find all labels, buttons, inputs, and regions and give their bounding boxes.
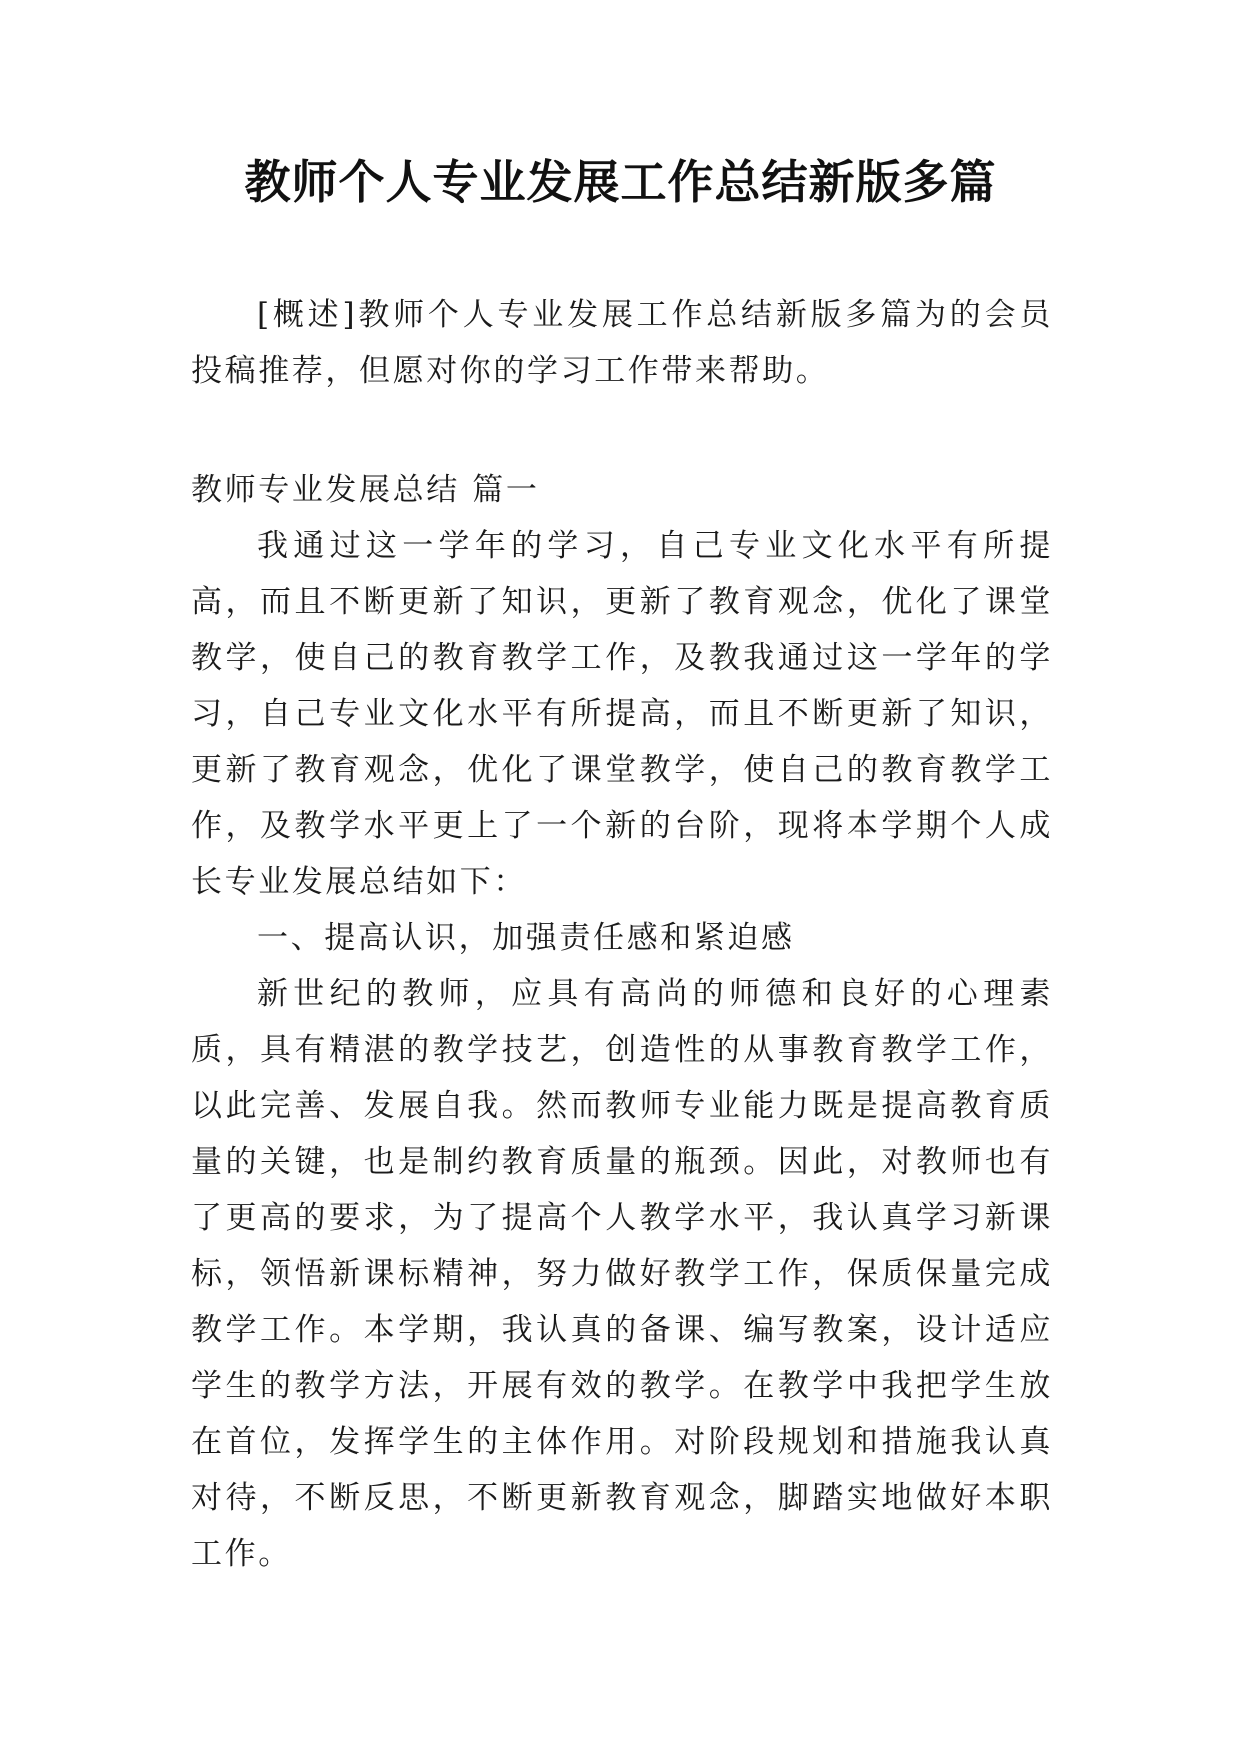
section-heading: 教师专业发展总结 篇一 — [191, 472, 540, 508]
sub-heading-1: 一、提高认识，加强责任感和紧迫感 — [257, 920, 795, 956]
document-title: 教师个人专业发展工作总结新版多篇 — [244, 155, 997, 209]
body-paragraph-2: 新世纪的教师，应具有高尚的师德和良好的心理素质，具有精湛的教学技艺，创造性的从事教育教学工作，以此完善、发展自我。然而教师专业能力既是提高教育质量的关键，也是制约教育质量的瓶颈。因此，对教师也有了更高的要求，为了提高个人教学水平，我认真学习新课标，领悟新课标精神，努力做好教学工作，保质保量完成教学工作。本学期，我认真的备课、编写教案，设计适应学生的教学方法，开展有效的教学。在教学中我把学生放在首位，发挥学生的主体作用。对阶段规划和措施我认真对待，不断反思，不断更新教育观念，脚踏实地做好本职工作。 — [191, 976, 1053, 1572]
summary-paragraph: [概述]教师个人专业发展工作总结新版多篇为的会员投稿推荐，但愿对你的学习工作带来帮助。 — [191, 297, 1053, 389]
body-paragraph-1: 我通过这一学年的学习，自己专业文化水平有所提高，而且不断更新了知识，更新了教育观念，优化了课堂教学，使自己的教育教学工作，及教我通过这一学年的学习，自己专业文化水平有所提高，而且不断更新了知识，更新了教育观念，优化了课堂教学，使自己的教育教学工作，及教学水平更上了一个新的台阶，现将本学期个人成长专业发展总结如下： — [191, 528, 1053, 900]
